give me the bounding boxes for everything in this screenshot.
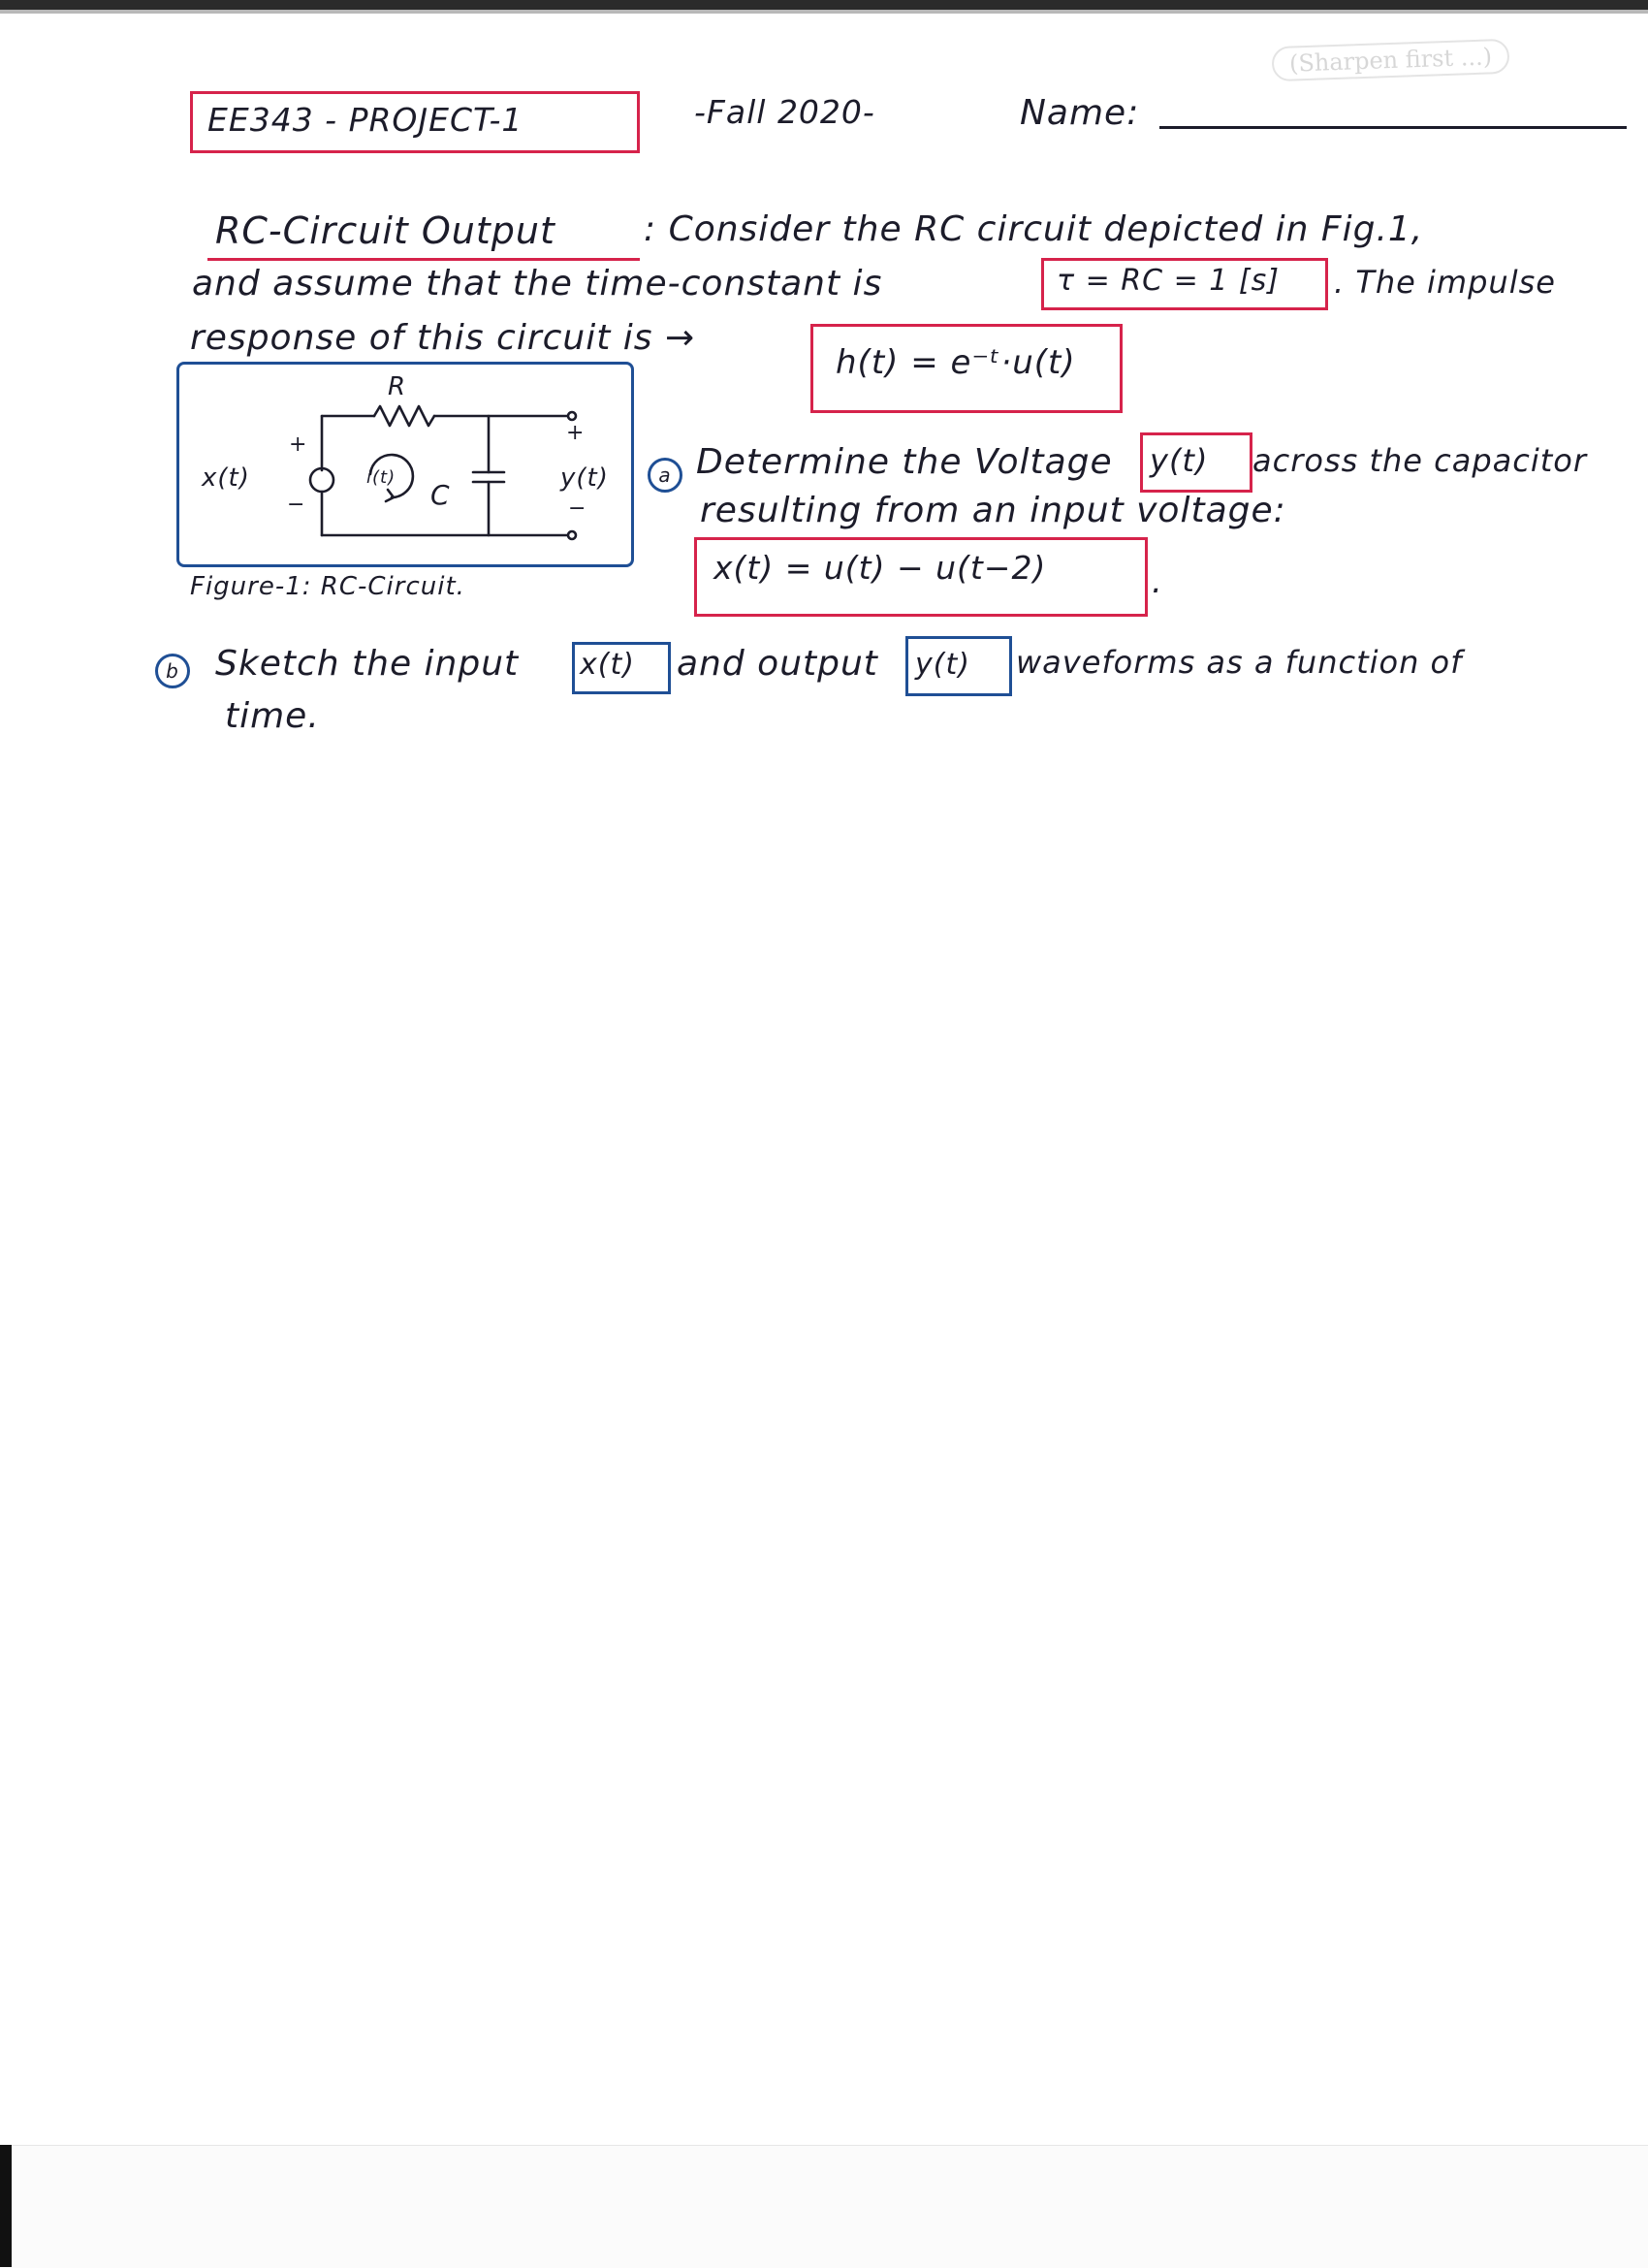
resistor-label: R xyxy=(388,372,407,401)
intro-heading: RC-Circuit Output xyxy=(215,209,555,252)
source-minus: − xyxy=(287,493,306,517)
scan-top-shadow xyxy=(0,10,1648,14)
part-a-line-1b: across the capacitor xyxy=(1252,442,1588,479)
scan-bottom-band xyxy=(0,2145,1648,2268)
part-b-line-2: time. xyxy=(225,696,320,736)
x-formula-a: x(t) = u(t) − u(t−2) xyxy=(713,549,1047,587)
impulse-formula: h(t) = e⁻ᵗ·u(t) xyxy=(836,343,1076,382)
scan-left-edge xyxy=(0,2145,12,2267)
part-a-period: . xyxy=(1152,562,1163,601)
intro-line-1: : Consider the RC circuit depicted in Fig.1, xyxy=(644,209,1424,249)
part-b-circle: b xyxy=(155,654,190,688)
name-underline xyxy=(1159,126,1627,129)
output-minus: − xyxy=(568,496,587,521)
part-a-line-1a: Determine the Voltage xyxy=(696,442,1113,482)
figure-caption: Figure-1: RC-Circuit. xyxy=(190,572,465,601)
heading-underline xyxy=(207,258,640,261)
source-label: x(t) xyxy=(202,463,250,493)
x-formula-b: x(t) xyxy=(580,648,635,682)
part-a-line-2: resulting from an input voltage: xyxy=(700,491,1286,530)
part-a-circle: a xyxy=(648,458,682,493)
part-b-line-1b: and output xyxy=(677,644,878,684)
intro-line-2a: and assume that the time-constant is xyxy=(192,264,883,303)
source-plus: + xyxy=(289,432,308,457)
tau-formula: τ = RC = 1 [s] xyxy=(1057,264,1280,298)
y-formula-a: y(t) xyxy=(1150,442,1209,479)
part-b-line-1a: Sketch the input xyxy=(215,644,520,684)
course-title: EE343 - PROJECT-1 xyxy=(207,101,523,139)
term-label: -Fall 2020- xyxy=(694,93,875,131)
intro-line-2b: . The impulse xyxy=(1334,264,1556,301)
capacitor-label: C xyxy=(430,479,451,511)
part-b-line-1c: waveforms as a function of xyxy=(1016,644,1463,681)
faded-margin-note: (Sharpen first ...) xyxy=(1271,39,1509,82)
output-plus: + xyxy=(566,421,586,445)
current-label: i(t) xyxy=(366,467,396,488)
scan-top-edge xyxy=(0,0,1648,10)
name-label: Name: xyxy=(1020,93,1140,133)
y-formula-b: y(t) xyxy=(915,648,970,682)
part-a-marker xyxy=(648,458,682,493)
intro-line-3: response of this circuit is → xyxy=(190,318,696,358)
output-label: y(t) xyxy=(560,463,609,493)
part-b-marker xyxy=(155,654,190,688)
